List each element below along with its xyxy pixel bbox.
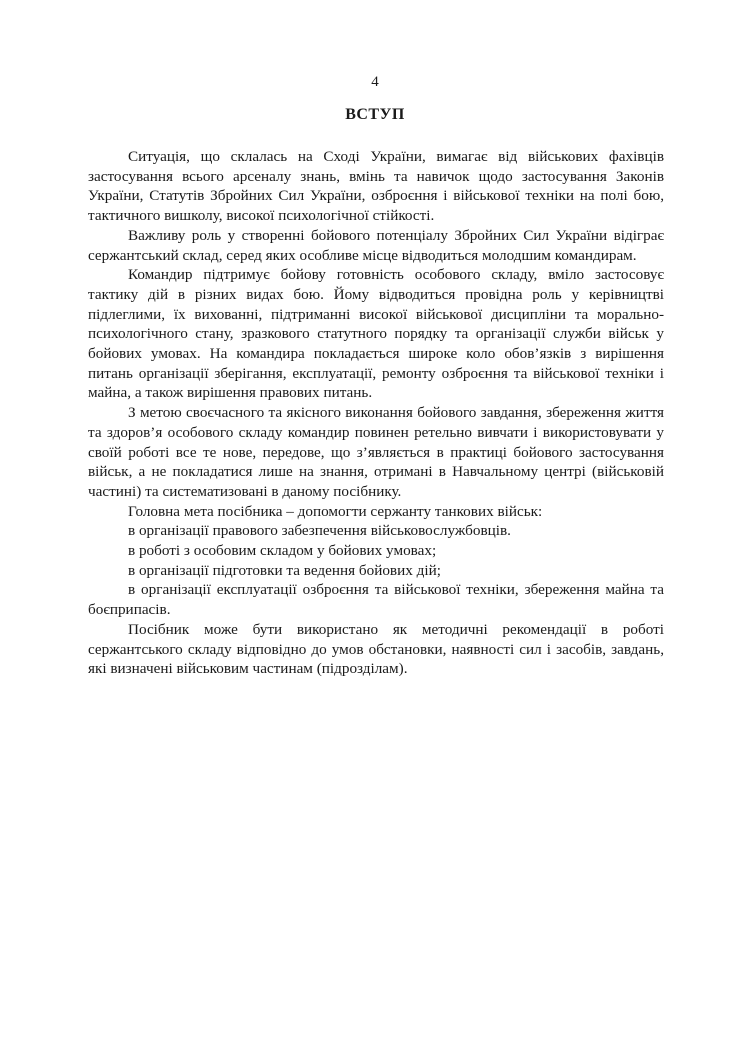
paragraph-situation: Ситуація, що склалась на Сході України, вимагає від військових фахівців застосування всього арсеналу знань, вмінь та навичок щодо застосування Законів України, Статутів Збройних Сил України, озброєння і військової техніки на полі бою, тактичного вишколу, високої психологічної стійкості.	[88, 148, 664, 225]
page-number: 4	[371, 74, 379, 90]
paragraph-sergeant-role: Важливу роль у створенні бойового потенціалу Збройних Сил України відіграє сержантський склад, серед яких особливе місце відводиться молодшим командирам.	[88, 226, 664, 264]
section-title: ВСТУП	[345, 106, 405, 123]
paragraph-study-new-practice: З метою своєчасного та якісного виконання бойового завдання, збереження життя та здоров’я особового складу командир повинен ретельно вивчати і використовувати у своїй роботі все те нове, передове, що з’являється в практиці бойового застосування військ, а не покладатися лише на знання, отримані в Навчальному центрі (військовій частині) та систематизовані в даному посібнику.	[88, 404, 664, 500]
paragraph-usage-recommendation: Посібник може бути використано як методичні рекомендації в роботі сержантського складу відповідно до умов обстановки, наявності сил і засобів, завдань, які визначені військовим частинам (підрозділам).	[88, 620, 664, 678]
list-item-equipment-operation: в організації експлуатації озброєння та військової техніки, збереження майна та боєприпасів.	[88, 581, 664, 619]
list-item-combat-preparation: в організації підготовки та ведення бойових дій;	[128, 561, 441, 579]
list-item-personnel-work: в роботі з особовим складом у бойових умовах;	[128, 542, 437, 560]
body-text	[88, 147, 664, 679]
paragraph-commander-duties: Командир підтримує бойову готовність особового складу, вміло застосовує тактику дій в різних видах бою. Йому відводиться провідна роль у керівництві підлеглими, їх вихованні, підтриманні високої військової дисципліни та морально-психологічного стану, зразкового статутного порядку та організації служби військ у бойових умовах. На командира покладається широке коло обов’язків з вирішення питань організації зберігання, експлуатації, ремонту озброєння та військової техніки і майна, а також вирішення правових питань.	[88, 266, 664, 402]
paragraph-manual-goal: Головна мета посібника – допомогти сержанту танкових військ:	[128, 502, 543, 520]
list-item-legal-support: в організації правового забезпечення військовослужбовців.	[128, 522, 511, 540]
